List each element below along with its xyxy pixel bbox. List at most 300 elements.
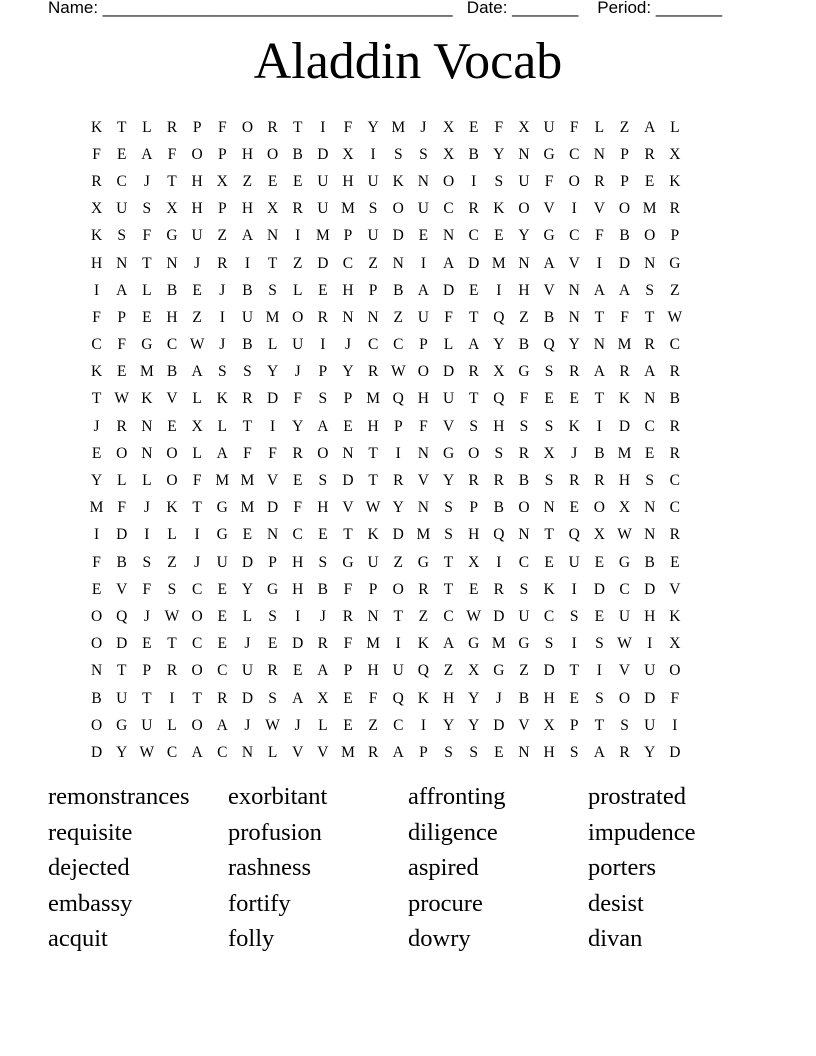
grid-letter[interactable]: R [468, 200, 479, 218]
grid-letter[interactable]: R [418, 580, 429, 598]
grid-letter[interactable]: X [216, 172, 228, 190]
grid-letter[interactable]: P [217, 145, 227, 163]
grid-letter[interactable]: N [644, 499, 656, 517]
grid-letter[interactable]: M [315, 227, 330, 245]
grid-letter[interactable]: B [518, 472, 530, 490]
grid-letter[interactable]: D [618, 254, 631, 272]
grid-letter[interactable]: V [518, 716, 530, 734]
grid-letter[interactable]: E [644, 444, 655, 462]
grid-letter[interactable]: E [217, 607, 227, 625]
grid-letter[interactable]: O [266, 145, 279, 163]
grid-letter[interactable]: Z [393, 308, 403, 326]
grid-letter[interactable]: U [618, 607, 631, 625]
grid-letter[interactable]: L [192, 390, 202, 408]
grid-letter[interactable]: G [166, 227, 178, 245]
grid-letter[interactable]: Z [192, 308, 202, 326]
grid-letter[interactable]: K [493, 200, 505, 218]
grid-letter[interactable]: U [392, 662, 404, 680]
grid-letter[interactable]: L [142, 472, 152, 490]
grid-letter[interactable]: J [143, 607, 150, 625]
grid-letter[interactable]: R [569, 472, 580, 490]
grid-letter[interactable]: D [442, 363, 455, 381]
grid-letter[interactable]: T [343, 526, 353, 544]
grid-letter[interactable]: Q [568, 526, 580, 544]
grid-letter[interactable]: U [442, 390, 455, 408]
grid-letter[interactable]: P [142, 662, 152, 680]
grid-letter[interactable]: S [595, 635, 604, 653]
grid-letter[interactable]: S [217, 363, 227, 381]
grid-letter[interactable]: X [593, 526, 605, 544]
grid-letter[interactable]: Y [342, 363, 354, 381]
grid-letter[interactable]: O [90, 716, 103, 734]
grid-letter[interactable]: P [670, 227, 680, 245]
grid-letter[interactable]: R [166, 118, 178, 136]
grid-letter[interactable]: F [142, 227, 152, 245]
grid-letter[interactable]: A [644, 118, 656, 136]
grid-letter[interactable]: A [417, 281, 429, 299]
grid-letter[interactable]: K [543, 580, 555, 598]
grid-letter[interactable]: C [644, 417, 655, 435]
grid-letter[interactable]: B [518, 336, 530, 354]
grid-letter[interactable]: K [141, 390, 153, 408]
grid-letter[interactable]: M [240, 472, 255, 490]
grid-letter[interactable]: R [91, 172, 102, 190]
grid-letter[interactable]: T [644, 308, 655, 326]
grid-letter[interactable]: N [518, 526, 530, 544]
grid-letter[interactable]: R [669, 417, 680, 435]
grid-letter[interactable]: O [392, 200, 404, 218]
grid-letter[interactable]: Q [493, 308, 505, 326]
grid-letter[interactable]: H [342, 172, 354, 190]
grid-letter[interactable]: B [543, 308, 555, 326]
grid-letter[interactable]: N [568, 281, 580, 299]
grid-letter[interactable]: J [244, 716, 251, 734]
grid-letter[interactable]: L [267, 743, 278, 761]
grid-letter[interactable]: R [493, 580, 504, 598]
grid-letter[interactable]: R [367, 363, 379, 381]
grid-letter[interactable]: C [569, 227, 580, 245]
grid-letter[interactable]: V [543, 281, 555, 299]
grid-letter[interactable]: N [266, 526, 279, 544]
grid-letter[interactable]: D [241, 689, 254, 707]
grid-letter[interactable]: L [116, 472, 127, 490]
grid-letter[interactable]: V [116, 580, 128, 598]
grid-letter[interactable]: S [444, 743, 453, 761]
grid-letter[interactable]: H [618, 472, 631, 490]
grid-letter[interactable]: E [292, 472, 303, 490]
grid-letter[interactable]: A [317, 662, 329, 680]
grid-letter[interactable]: C [367, 336, 379, 354]
grid-letter[interactable]: U [367, 227, 379, 245]
grid-letter[interactable]: E [569, 390, 579, 408]
grid-letter[interactable]: W [667, 308, 683, 326]
grid-letter[interactable]: E [343, 417, 353, 435]
grid-letter[interactable]: H [191, 200, 203, 218]
grid-letter[interactable]: X [442, 145, 455, 163]
grid-letter[interactable]: E [217, 635, 227, 653]
grid-letter[interactable]: E [167, 417, 177, 435]
grid-letter[interactable]: F [343, 580, 353, 598]
grid-letter[interactable]: L [167, 526, 177, 544]
grid-letter[interactable]: E [343, 689, 353, 707]
grid-letter[interactable]: M [265, 308, 280, 326]
grid-letter[interactable]: Y [493, 145, 505, 163]
grid-letter[interactable]: A [543, 254, 555, 272]
grid-letter[interactable]: E [644, 172, 655, 190]
grid-letter[interactable]: A [191, 363, 203, 381]
grid-letter[interactable]: U [417, 200, 429, 218]
grid-letter[interactable]: O [166, 472, 178, 490]
grid-letter[interactable]: E [494, 227, 504, 245]
grid-letter[interactable]: M [341, 200, 355, 218]
grid-letter[interactable]: S [444, 499, 453, 517]
grid-letter[interactable]: R [468, 363, 479, 381]
grid-letter[interactable]: W [164, 607, 180, 625]
grid-letter[interactable]: R [493, 472, 504, 490]
grid-letter[interactable]: R [393, 472, 404, 490]
grid-letter[interactable]: H [166, 308, 178, 326]
grid-letter[interactable]: F [117, 499, 127, 517]
grid-letter[interactable]: T [142, 689, 152, 707]
grid-letter[interactable]: O [618, 689, 631, 707]
grid-letter[interactable]: G [518, 363, 530, 381]
grid-letter[interactable]: U [518, 607, 530, 625]
grid-letter[interactable]: W [114, 390, 130, 408]
grid-letter[interactable]: P [569, 716, 579, 734]
grid-letter[interactable]: E [217, 580, 227, 598]
grid-letter[interactable]: E [267, 172, 278, 190]
grid-letter[interactable]: X [317, 689, 329, 707]
grid-letter[interactable]: X [191, 417, 203, 435]
grid-letter[interactable]: Q [543, 336, 555, 354]
grid-letter[interactable]: M [642, 200, 657, 218]
grid-letter[interactable]: T [116, 118, 127, 136]
grid-letter[interactable]: S [243, 363, 252, 381]
grid-letter[interactable]: Y [442, 716, 455, 734]
grid-letter[interactable]: U [644, 662, 656, 680]
grid-letter[interactable]: O [116, 444, 128, 462]
grid-letter[interactable]: V [317, 743, 329, 761]
grid-letter[interactable]: N [417, 172, 429, 190]
grid-letter[interactable]: Q [493, 390, 505, 408]
grid-letter[interactable]: K [90, 118, 103, 136]
grid-letter[interactable]: G [216, 499, 228, 517]
grid-letter[interactable]: R [242, 390, 253, 408]
grid-letter[interactable]: E [318, 526, 328, 544]
grid-letter[interactable]: T [594, 716, 605, 734]
grid-letter[interactable]: V [669, 580, 681, 598]
grid-letter[interactable]: B [518, 689, 530, 707]
grid-letter[interactable]: R [569, 363, 580, 381]
grid-letter[interactable]: S [494, 172, 504, 190]
grid-letter[interactable]: Y [367, 118, 379, 136]
grid-letter[interactable]: C [166, 743, 178, 761]
grid-letter[interactable]: T [192, 499, 202, 517]
grid-letter[interactable]: H [543, 689, 555, 707]
grid-letter[interactable]: B [292, 145, 303, 163]
grid-letter[interactable]: L [167, 716, 177, 734]
grid-letter[interactable]: K [417, 635, 429, 653]
grid-letter[interactable]: I [420, 716, 426, 734]
grid-letter[interactable]: P [393, 417, 403, 435]
grid-letter[interactable]: T [142, 254, 152, 272]
grid-letter[interactable]: B [669, 390, 680, 408]
grid-letter[interactable]: Y [493, 336, 505, 354]
grid-letter[interactable]: B [91, 689, 102, 707]
grid-letter[interactable]: D [342, 472, 354, 490]
grid-letter[interactable]: U [543, 118, 555, 136]
grid-letter[interactable]: D [317, 254, 329, 272]
grid-letter[interactable]: O [191, 716, 203, 734]
grid-letter[interactable]: W [265, 716, 280, 734]
grid-letter[interactable]: O [442, 172, 455, 190]
grid-letter[interactable]: F [519, 390, 529, 408]
grid-letter[interactable]: F [293, 390, 302, 408]
grid-letter[interactable]: F [142, 580, 152, 598]
grid-letter[interactable]: U [518, 172, 530, 190]
grid-letter[interactable]: H [367, 417, 379, 435]
grid-letter[interactable]: K [568, 417, 580, 435]
grid-letter[interactable]: H [493, 417, 505, 435]
grid-letter[interactable]: Q [493, 526, 505, 544]
grid-letter[interactable]: R [217, 689, 228, 707]
grid-letter[interactable]: N [518, 254, 530, 272]
grid-letter[interactable]: U [116, 689, 128, 707]
grid-letter[interactable]: J [495, 689, 502, 707]
grid-letter[interactable]: E [116, 145, 127, 163]
grid-letter[interactable]: S [620, 716, 629, 734]
grid-letter[interactable]: D [468, 254, 480, 272]
grid-letter[interactable]: E [494, 743, 504, 761]
grid-letter[interactable]: M [240, 499, 255, 517]
grid-letter[interactable]: P [268, 553, 277, 571]
grid-letter[interactable]: G [493, 662, 505, 680]
grid-letter[interactable]: I [571, 580, 577, 598]
grid-letter[interactable]: G [342, 553, 354, 571]
grid-letter[interactable]: F [419, 417, 428, 435]
grid-letter[interactable]: Z [167, 553, 177, 571]
grid-letter[interactable]: F [217, 118, 227, 136]
grid-letter[interactable]: L [318, 716, 328, 734]
grid-letter[interactable]: B [317, 580, 328, 598]
grid-letter[interactable]: G [442, 444, 455, 462]
grid-letter[interactable]: R [317, 308, 328, 326]
grid-letter[interactable]: J [194, 553, 201, 571]
grid-letter[interactable]: I [395, 444, 401, 462]
grid-letter[interactable]: J [143, 172, 150, 190]
grid-letter[interactable]: S [419, 145, 428, 163]
grid-letter[interactable]: H [317, 499, 329, 517]
grid-letter[interactable]: I [93, 281, 100, 299]
grid-letter[interactable]: V [266, 472, 279, 490]
grid-letter[interactable]: Y [442, 472, 455, 490]
grid-letter[interactable]: V [292, 743, 304, 761]
grid-letter[interactable]: E [91, 444, 102, 462]
grid-letter[interactable]: K [216, 390, 228, 408]
grid-letter[interactable]: X [468, 662, 480, 680]
grid-letter[interactable]: I [93, 526, 100, 544]
grid-letter[interactable]: G [216, 526, 228, 544]
grid-letter[interactable]: F [368, 689, 378, 707]
grid-letter[interactable]: A [392, 743, 404, 761]
grid-letter[interactable]: D [90, 743, 103, 761]
grid-letter[interactable]: M [617, 444, 632, 462]
grid-letter[interactable]: X [166, 200, 178, 218]
grid-letter[interactable]: G [618, 553, 631, 571]
grid-letter[interactable]: C [393, 716, 404, 734]
grid-letter[interactable]: S [368, 200, 378, 218]
grid-letter[interactable]: Z [670, 281, 680, 299]
grid-letter[interactable]: W [617, 526, 632, 544]
grid-letter[interactable]: T [368, 472, 378, 490]
grid-letter[interactable]: X [618, 499, 631, 517]
grid-letter[interactable]: I [295, 607, 301, 625]
grid-letter[interactable]: O [644, 227, 656, 245]
grid-letter[interactable]: L [217, 417, 227, 435]
grid-letter[interactable]: F [494, 118, 504, 136]
grid-letter[interactable]: K [669, 172, 681, 190]
grid-letter[interactable]: F [268, 444, 277, 462]
grid-letter[interactable]: R [669, 363, 680, 381]
grid-letter[interactable]: U [241, 662, 254, 680]
grid-letter[interactable]: X [543, 716, 555, 734]
grid-letter[interactable]: D [116, 635, 128, 653]
grid-letter[interactable]: D [317, 145, 329, 163]
grid-letter[interactable]: R [644, 336, 655, 354]
grid-letter[interactable]: I [395, 635, 401, 653]
grid-letter[interactable]: T [594, 308, 605, 326]
grid-letter[interactable]: M [617, 336, 632, 354]
grid-letter[interactable]: U [367, 553, 379, 571]
grid-letter[interactable]: L [443, 336, 454, 354]
grid-letter[interactable]: O [317, 444, 329, 462]
grid-letter[interactable]: T [569, 662, 579, 680]
grid-letter[interactable]: D [543, 662, 555, 680]
grid-letter[interactable]: Q [116, 607, 128, 625]
grid-letter[interactable]: C [669, 499, 680, 517]
grid-letter[interactable]: E [544, 390, 554, 408]
grid-letter[interactable]: V [442, 417, 455, 435]
grid-letter[interactable]: F [670, 689, 680, 707]
grid-letter[interactable]: M [491, 635, 506, 653]
grid-letter[interactable]: K [90, 363, 103, 381]
grid-letter[interactable]: Y [392, 499, 404, 517]
grid-letter[interactable]: T [292, 118, 303, 136]
grid-letter[interactable]: P [620, 172, 629, 190]
date-field[interactable]: Date: _______ [466, 0, 579, 17]
grid-letter[interactable]: E [468, 281, 479, 299]
grid-letter[interactable]: N [342, 444, 354, 462]
grid-letter[interactable]: Z [519, 308, 529, 326]
grid-letter[interactable]: M [391, 118, 406, 136]
grid-letter[interactable]: Q [417, 662, 429, 680]
grid-letter[interactable]: U [292, 336, 304, 354]
grid-letter[interactable]: G [468, 635, 480, 653]
grid-letter[interactable]: O [518, 499, 530, 517]
grid-letter[interactable]: B [166, 363, 178, 381]
grid-letter[interactable]: J [219, 336, 226, 354]
grid-letter[interactable]: C [569, 145, 580, 163]
grid-letter[interactable]: C [669, 472, 680, 490]
grid-letter[interactable]: E [569, 689, 579, 707]
grid-letter[interactable]: A [317, 417, 329, 435]
grid-letter[interactable]: C [669, 336, 680, 354]
grid-letter[interactable]: V [618, 662, 631, 680]
grid-letter[interactable]: R [594, 472, 605, 490]
grid-letter[interactable]: R [669, 526, 680, 544]
grid-letter[interactable]: G [266, 580, 279, 598]
grid-letter[interactable]: R [619, 363, 630, 381]
grid-letter[interactable]: A [292, 689, 304, 707]
grid-letter[interactable]: S [645, 472, 654, 490]
grid-letter[interactable]: P [217, 200, 227, 218]
grid-letter[interactable]: R [594, 172, 605, 190]
grid-letter[interactable]: J [244, 635, 251, 653]
grid-letter[interactable]: I [672, 716, 678, 734]
grid-letter[interactable]: V [593, 200, 605, 218]
grid-letter[interactable]: Y [644, 743, 656, 761]
grid-letter[interactable]: S [268, 281, 277, 299]
grid-letter[interactable]: Y [468, 716, 480, 734]
grid-letter[interactable]: S [444, 526, 453, 544]
grid-letter[interactable]: D [116, 526, 128, 544]
grid-letter[interactable]: O [518, 200, 530, 218]
grid-letter[interactable]: S [544, 363, 554, 381]
grid-letter[interactable]: B [468, 145, 479, 163]
grid-letter[interactable]: O [191, 145, 203, 163]
grid-letter[interactable]: E [418, 227, 429, 245]
grid-letter[interactable]: Y [116, 743, 128, 761]
grid-letter[interactable]: R [267, 662, 278, 680]
grid-letter[interactable]: F [192, 472, 202, 490]
grid-letter[interactable]: B [393, 281, 404, 299]
grid-letter[interactable]: F [343, 118, 353, 136]
grid-letter[interactable]: L [142, 281, 152, 299]
grid-letter[interactable]: X [468, 553, 480, 571]
grid-letter[interactable]: R [166, 662, 178, 680]
grid-letter[interactable]: T [368, 444, 378, 462]
grid-letter[interactable]: S [544, 635, 554, 653]
grid-letter[interactable]: B [166, 281, 178, 299]
grid-letter[interactable]: O [191, 662, 203, 680]
grid-letter[interactable]: C [191, 635, 203, 653]
grid-letter[interactable]: N [342, 308, 354, 326]
grid-letter[interactable]: C [443, 607, 454, 625]
grid-letter[interactable]: V [166, 390, 178, 408]
grid-letter[interactable]: G [417, 553, 429, 571]
grid-letter[interactable]: B [619, 227, 630, 245]
grid-letter[interactable]: J [420, 118, 427, 136]
grid-letter[interactable]: X [493, 363, 505, 381]
grid-letter[interactable]: Z [242, 172, 253, 190]
grid-letter[interactable]: F [595, 227, 604, 245]
grid-letter[interactable]: Z [519, 662, 529, 680]
grid-letter[interactable]: T [167, 635, 177, 653]
grid-letter[interactable]: R [644, 145, 655, 163]
grid-letter[interactable]: N [116, 254, 128, 272]
grid-letter[interactable]: E [544, 553, 554, 571]
grid-letter[interactable]: V [568, 254, 580, 272]
grid-letter[interactable]: F [544, 172, 554, 190]
grid-letter[interactable]: A [644, 363, 656, 381]
grid-letter[interactable]: H [292, 553, 304, 571]
grid-letter[interactable]: S [142, 200, 152, 218]
grid-letter[interactable]: L [142, 118, 152, 136]
grid-letter[interactable]: T [468, 390, 479, 408]
grid-letter[interactable]: I [269, 417, 276, 435]
grid-letter[interactable]: F [343, 635, 353, 653]
name-field[interactable]: Name: _____________________________________ [48, 0, 453, 17]
